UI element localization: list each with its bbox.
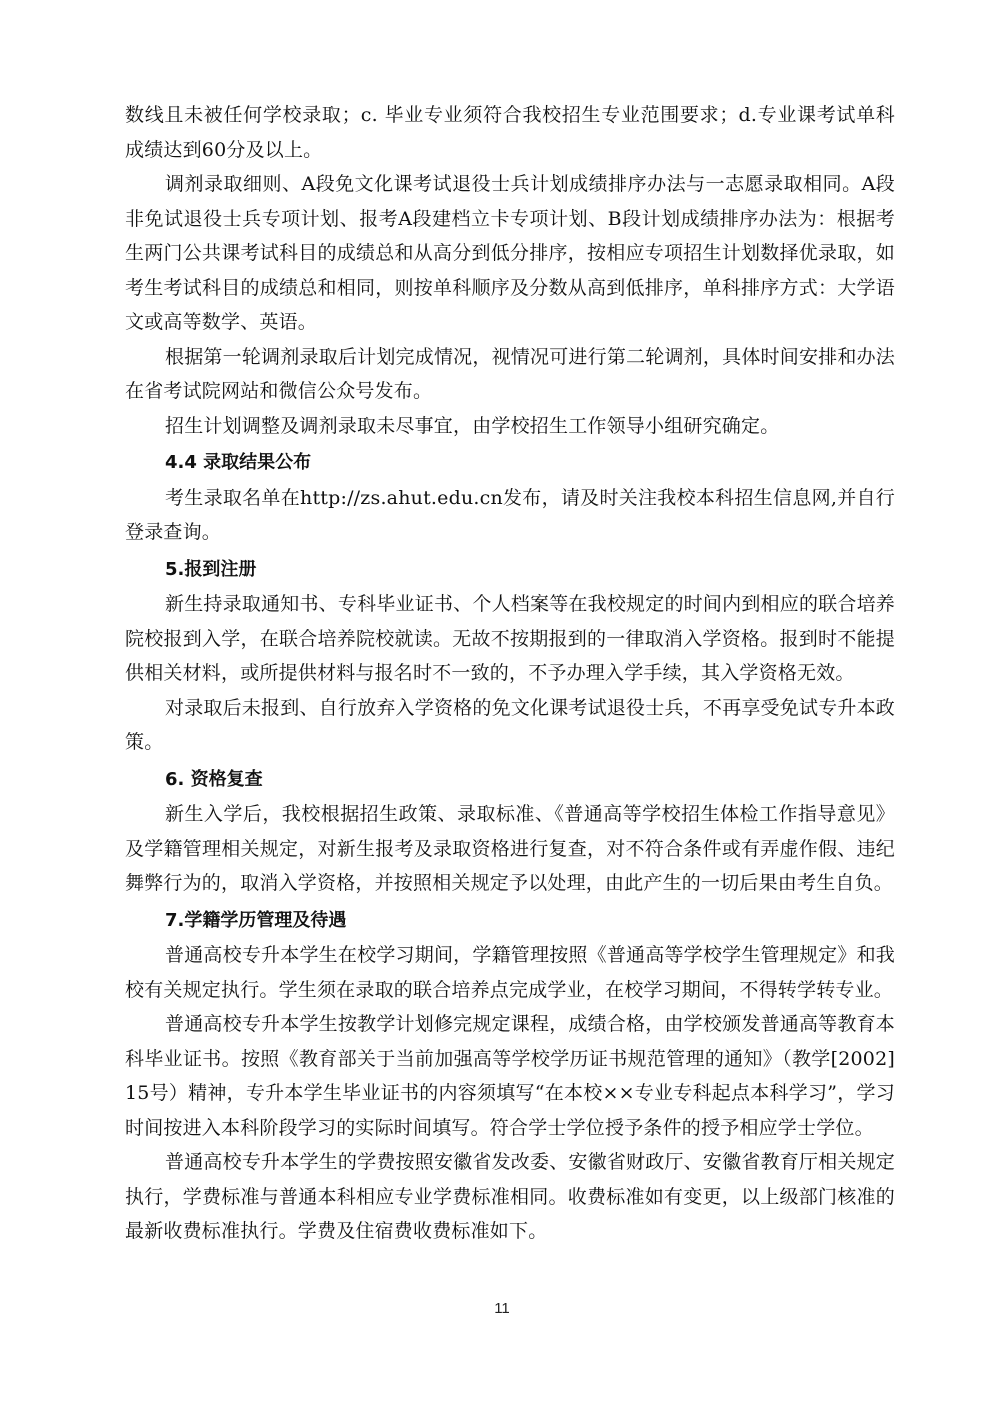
document-body bbox=[125, 98, 895, 1249]
body-paragraph: 调剂录取细则、A段免文化课考试退役士兵计划成绩排序办法与一志愿录取相同。A段非免试退役士兵专项计划、报考A段建档立卡专项计划、B段计划成绩排序办法为：根据考生两门公共课考试科目的成绩总和从高分到低分排序，按相应专项招生计划数择优录取，如考生考试科目的成绩总和相同，则按单科顺序及分数从高到低排序，单科排序方式：大学语文或高等数学、英语。 bbox=[125, 173, 895, 333]
body-paragraph: 对录取后未报到、自行放弃入学资格的免文化课考试退役士兵，不再享受免试专升本政策。 bbox=[125, 696, 895, 753]
section-heading: 5.报到注册 bbox=[165, 558, 257, 580]
body-paragraph: 数线且未被任何学校录取；c. 毕业专业须符合我校招生专业范围要求；d.专业课考试单科成绩达到60分及以上。 bbox=[125, 104, 895, 161]
body-paragraph: 普通高校专升本学生的学费按照安徽省发改委、安徽省财政厅、安徽省教育厅相关规定执行，学费标准与普通本科相应专业学费标准相同。收费标准如有变更，以上级部门核准的最新收费标准执行。学费及住宿费收费标准如下。 bbox=[125, 1151, 895, 1242]
body-paragraph: 普通高校专升本学生按教学计划修完规定课程，成绩合格，由学校颁发普通高等教育本科毕业证书。按照《教育部关于当前加强高等学校学历证书规范管理的通知》（教学[2002]15号）精神，专升本学生毕业证书的内容须填写“在本校××专业专科起点本科学习”，学习时间按进入本科阶段学习的实际时间填写。符合学士学位授予条件的授予相应学士学位。 bbox=[125, 1013, 895, 1139]
section-heading: 4.4 录取结果公布 bbox=[165, 452, 312, 473]
body-paragraph: 普通高校专升本学生在校学习期间，学籍管理按照《普通高等学校学生管理规定》和我校有关规定执行。学生须在录取的联合培养点完成学业，在校学习期间，不得转学转专业。 bbox=[125, 944, 895, 1001]
body-paragraph: 考生录取名单在http://zs.ahut.edu.cn发布，请及时关注我校本科招生信息网,并自行登录查询。 bbox=[125, 486, 895, 543]
section-heading: 6. 资格复查 bbox=[165, 768, 263, 790]
body-paragraph: 招生计划调整及调剂录取未尽事宜，由学校招生工作领导小组研究确定。 bbox=[165, 414, 780, 437]
body-paragraph: 根据第一轮调剂录取后计划完成情况，视情况可进行第二轮调剂，具体时间安排和办法在省考试院网站和微信公众号发布。 bbox=[125, 345, 895, 402]
page-number: 11 bbox=[494, 1300, 510, 1317]
section-heading: 7.学籍学历管理及待遇 bbox=[165, 909, 347, 931]
body-paragraph: 新生入学后，我校根据招生政策、录取标准、《普通高等学校招生体检工作指导意见》及学籍管理相关规定，对新生报考及录取资格进行复查，对不符合条件或有弄虚作假、违纪舞弊行为的，取消入学资格，并按照相关规定予以处理，由此产生的一切后果由考生自负。 bbox=[125, 803, 895, 894]
body-paragraph: 新生持录取通知书、专科毕业证书、个人档案等在我校规定的时间内到相应的联合培养院校报到入学，在联合培养院校就读。无故不按期报到的一律取消入学资格。报到时不能提供相关材料，或所提供材料与报名时不一致的，不予办理入学手续，其入学资格无效。 bbox=[125, 593, 895, 684]
